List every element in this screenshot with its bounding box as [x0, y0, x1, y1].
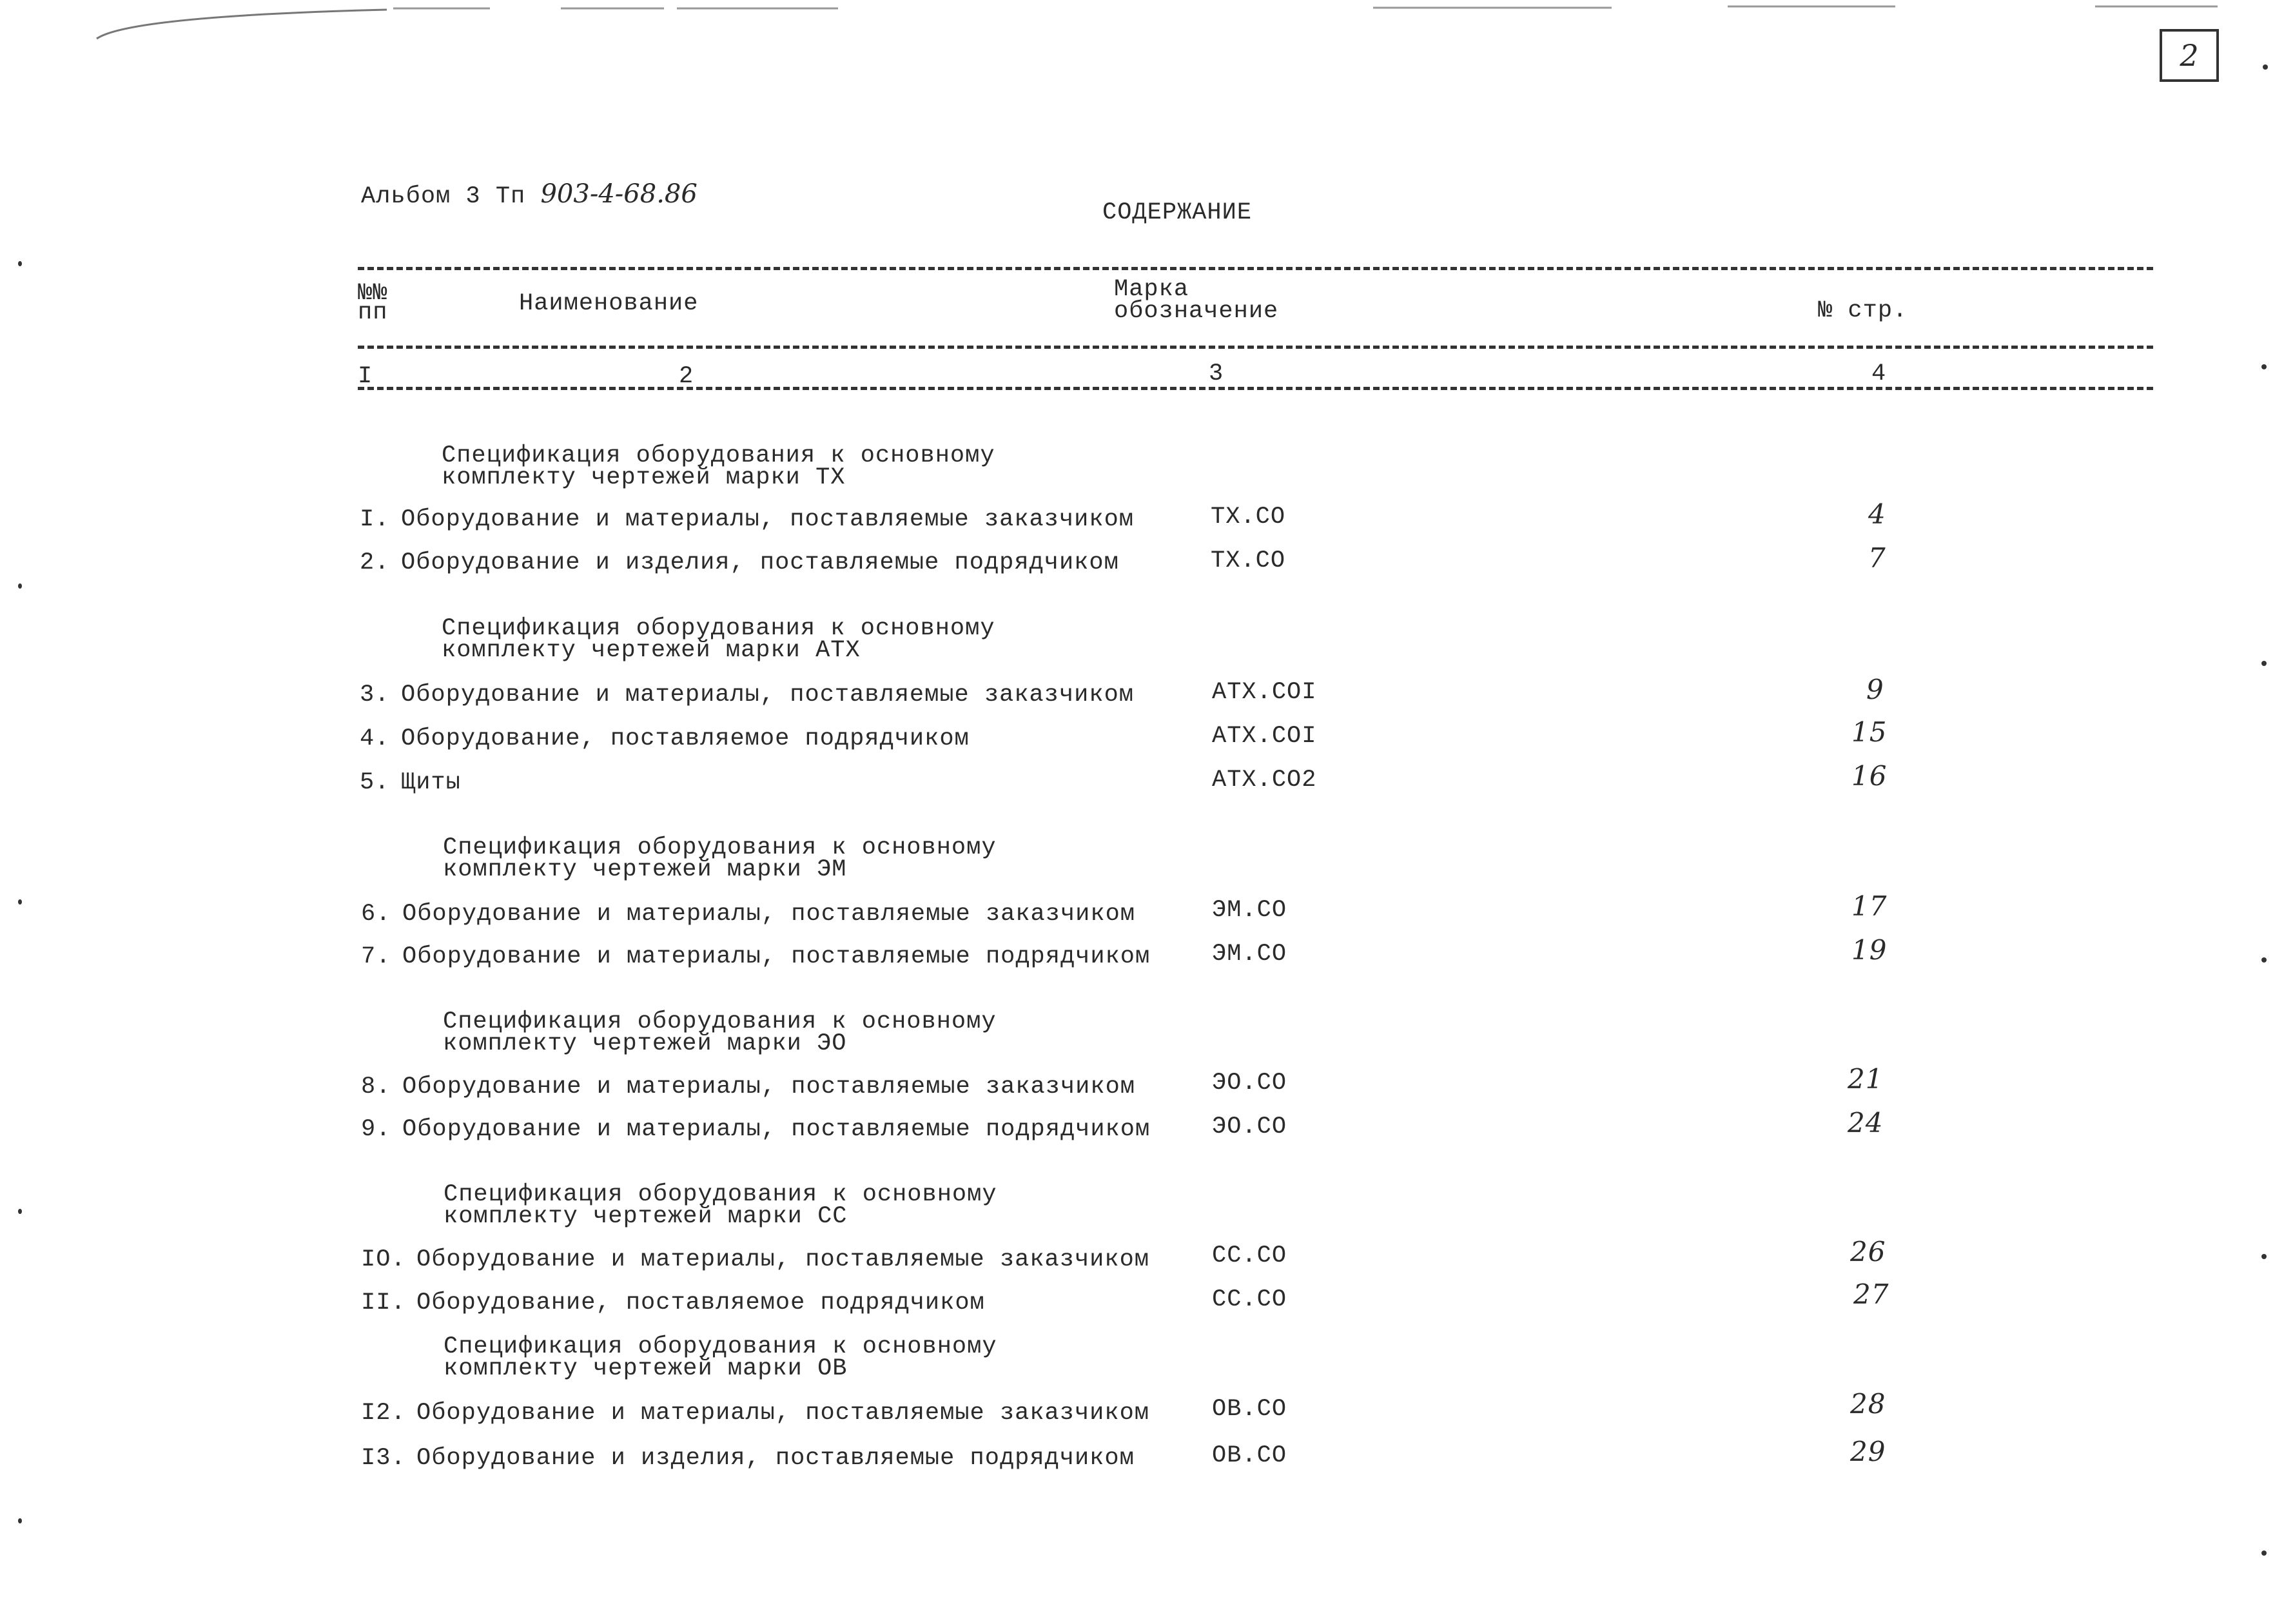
- item-mark: АТХ.СОI: [1212, 723, 1317, 750]
- scan-speck: [2261, 1254, 2267, 1259]
- item-number: 5.: [360, 769, 390, 796]
- item-name: Оборудование и материалы, поставляемые заказчиком: [401, 506, 1134, 533]
- header-mark-col: Марка обозначение: [1114, 276, 1279, 325]
- item-name: Оборудование и материалы, поставляемые подрядчиком: [402, 1116, 1151, 1143]
- item-name: Щиты: [401, 769, 461, 796]
- item-mark: ТХ.СО: [1211, 504, 1286, 531]
- section-heading: Спецификация оборудования к основному комплекту чертежей марки СС: [444, 1181, 997, 1230]
- page-number: 2: [2180, 38, 2199, 73]
- item-page: 16: [1851, 760, 1888, 792]
- item-mark: СС.СО: [1212, 1242, 1287, 1269]
- item-number: I3.: [361, 1445, 406, 1472]
- item-name: Оборудование и материалы, поставляемые заказчиком: [401, 681, 1134, 709]
- header-page-col: № стр.: [1818, 297, 1908, 324]
- item-mark: ТХ.СО: [1211, 547, 1286, 574]
- item-name: Оборудование и материалы, поставляемые заказчиком: [402, 1073, 1135, 1101]
- item-page: 19: [1851, 934, 1888, 966]
- header-top-rule: [358, 267, 2153, 270]
- item-name: Оборудование и материалы, поставляемые заказчиком: [402, 901, 1135, 928]
- scan-speck: [18, 261, 22, 266]
- item-number: 3.: [360, 681, 390, 709]
- item-page: 27: [1853, 1278, 1889, 1310]
- page-number-box: [2160, 29, 2219, 82]
- section-heading: Спецификация оборудования к основному комплекту чертежей марки ЭМ: [443, 834, 997, 883]
- item-name: Оборудование и изделия, поставляемые подрядчиком: [416, 1445, 1135, 1472]
- item-mark: СС.СО: [1212, 1286, 1287, 1313]
- item-page: 15: [1851, 716, 1888, 748]
- item-mark: ЭО.СО: [1212, 1113, 1287, 1140]
- scan-speck: [18, 583, 22, 589]
- item-name: Оборудование и материалы, поставляемые заказчиком: [416, 1246, 1149, 1273]
- section-heading: Спецификация оборудования к основному комплекту чертежей марки ТХ: [442, 442, 995, 491]
- item-name: Оборудование и материалы, поставляемые заказчиком: [416, 1400, 1149, 1427]
- item-page: 26: [1850, 1236, 1886, 1267]
- column-number-4: 4: [1871, 360, 1887, 387]
- item-page: 24: [1848, 1107, 1884, 1139]
- item-page: 7: [1868, 542, 1886, 574]
- column-number-1: I: [358, 363, 373, 390]
- scan-speck: [18, 899, 22, 905]
- item-name: Оборудование и изделия, поставляемые подрядчиком: [401, 549, 1119, 576]
- header-num-col: №№ пп: [358, 280, 388, 326]
- item-page: 17: [1851, 890, 1888, 922]
- item-mark: ЭМ.СО: [1212, 941, 1287, 968]
- item-page: 28: [1850, 1388, 1886, 1420]
- item-number: I2.: [361, 1400, 406, 1427]
- item-number: 2.: [360, 549, 390, 576]
- scan-speck: [18, 1518, 22, 1523]
- album-printed: Альбом 3 Тп: [361, 183, 526, 210]
- section-heading: Спецификация оборудования к основному комплекту чертежей марки ОВ: [444, 1333, 997, 1382]
- scan-speck: [2261, 364, 2267, 369]
- item-name: Оборудование, поставляемое подрядчиком: [416, 1289, 985, 1316]
- item-name: Оборудование, поставляемое подрядчиком: [401, 725, 970, 752]
- item-mark: АТХ.СО2: [1212, 767, 1317, 794]
- item-mark: ОВ.СО: [1212, 1442, 1287, 1469]
- item-page: 4: [1868, 498, 1886, 530]
- scan-speck: [2263, 64, 2268, 70]
- scan-speck: [18, 1209, 22, 1214]
- album-label: [361, 179, 698, 210]
- item-page: 21: [1848, 1063, 1884, 1095]
- item-number: II.: [361, 1289, 406, 1316]
- item-number: 4.: [360, 725, 390, 752]
- item-page: 29: [1850, 1436, 1886, 1467]
- item-name: Оборудование и материалы, поставляемые подрядчиком: [402, 943, 1151, 970]
- scan-border-lines: [0, 0, 2284, 58]
- header-name-col: Наименование: [519, 290, 699, 317]
- item-number: 6.: [361, 901, 391, 928]
- page-title: СОДЕРЖАНИЕ: [1102, 199, 1253, 226]
- scan-speck: [2261, 1551, 2267, 1556]
- column-number-3: 3: [1209, 360, 1224, 387]
- item-number: 7.: [361, 943, 391, 970]
- scan-speck: [2261, 661, 2267, 666]
- section-heading: Спецификация оборудования к основному комплекту чертежей марки АТХ: [442, 615, 995, 664]
- section-heading: Спецификация оборудования к основному комплекту чертежей марки ЭО: [443, 1008, 997, 1057]
- item-number: I.: [360, 506, 390, 533]
- item-mark: ЭО.СО: [1212, 1070, 1287, 1097]
- item-mark: ОВ.СО: [1212, 1396, 1287, 1423]
- column-number-2: 2: [679, 363, 694, 390]
- item-mark: ЭМ.СО: [1212, 897, 1287, 924]
- item-mark: АТХ.СОI: [1212, 679, 1317, 706]
- item-number: 8.: [361, 1073, 391, 1101]
- header-bottom-rule: [358, 346, 2153, 349]
- item-number: 9.: [361, 1116, 391, 1143]
- item-number: IO.: [361, 1246, 406, 1273]
- album-handwritten-code: 903-4-68.86: [540, 179, 698, 209]
- item-page: 9: [1866, 674, 1884, 705]
- scan-speck: [2261, 957, 2267, 963]
